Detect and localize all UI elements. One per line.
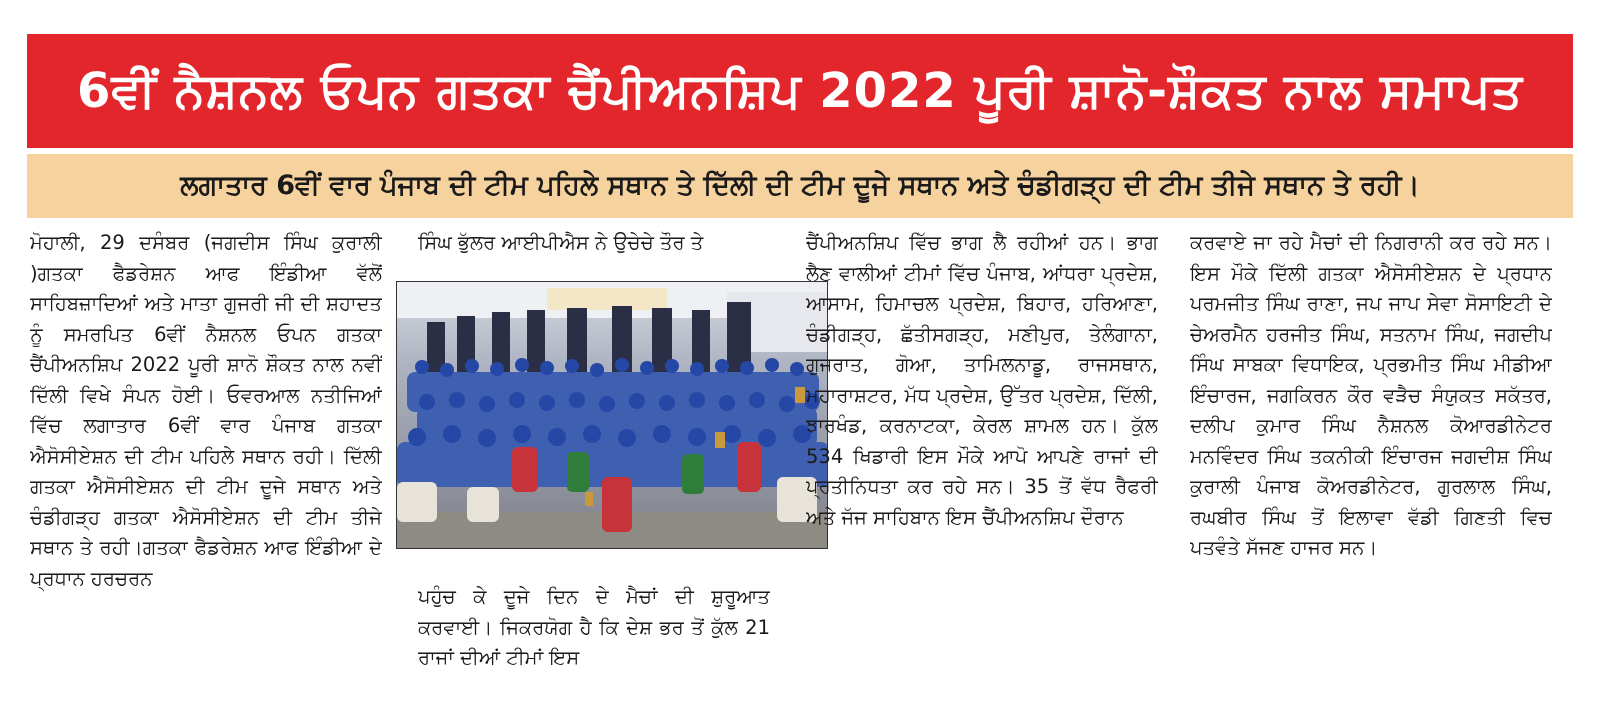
page-top-strip [0,0,1600,22]
article-column-4 [1190,228,1552,698]
article-column-3 [806,228,1158,698]
group-photo-image [397,282,828,549]
article-text-col2-bottom: ਪਹੁੰਚ ਕੇ ਦੂਜੇ ਦਿਨ ਦੇ ਮੈਚਾਂ ਦੀ ਸ਼ੁਰੂਆਤ ਕਰਵਾਈ। ਜਿਕਰਯੋਗ ਹੈ ਕਿ ਦੇਸ਼ ਭਰ ਤੋਂ ਕੁੱਲ 21 ਰਾਜਾਂ ਦੀਆਂ ਟੀਮਾਂ ਇਸ [418,585,770,669]
headline-banner [27,34,1573,148]
article-text-col3: ਚੈਂਪੀਅਨਸ਼ਿਪ ਵਿੱਚ ਭਾਗ ਲੈ ਰਹੀਆਂ ਹਨ। ਭਾਗ ਲੈਣ ਵਾਲੀਆਂ ਟੀਮਾਂ ਵਿੱਚ ਪੰਜਾਬ, ਆਂਧਰਾ ਪ੍ਰਦੇਸ਼, ਆਸਾਮ, ਹਿਮਾਚਲ ਪ੍ਰਦੇਸ਼, ਬਿਹਾਰ, ਹਰਿਆਣਾ, ਚੰਡੀਗੜ੍ਹ, ਛੱਤੀਸਗੜ੍ਹ, ਮਣੀਪੁਰ, ਤੇਲੰਗਾਨਾ, ਗੁਜਰਾਤ, ਗੋਆ, ਤਾਮਿਲਨਾਡੂ, ਰਾਜਸਥਾਨ, ਮਹਾਰਾਸ਼ਟਰ, ਮੱਧ ਪ੍ਰਦੇਸ਼, ਉੱਤਰ ਪ੍ਰਦੇਸ਼, ਦਿੱਲੀ, ਝਾਰਖੰਡ, ਕਰਨਾਟਕਾ, ਕੇਰਲ ਸ਼ਾਮਲ ਹਨ। ਕੁੱਲ 534 ਖਿਡਾਰੀ ਇਸ ਮੌਕੇ ਆਪੋ ਆਪਣੇ ਰਾਜਾਂ ਦੀ ਪ੍ਰਤੀਨਿਧਤਾ ਕਰ ਰਹੇ ਸਨ। 35 ਤੋਂ ਵੱਧ ਰੈਫਰੀ ਅਤੇ ਜੱਜ ਸਾਹਿਬਾਨ ਇਸ ਚੈਂਪੀਅਨਸ਼ਿਪ ਦੌਰਾਨ [806,231,1158,529]
article-column-1 [30,228,382,698]
news-photo [396,281,828,549]
article-column-2-bottom [418,582,770,700]
headline: 6ਵੀਂ ਨੈਸ਼ਨਲ ਓਪਨ ਗਤਕਾ ਚੈਂਪੀਅਨਸ਼ਿਪ 2022 ਪੂਰੀ ਸ਼ਾਨੋ-ਸ਼ੌਕਤ ਨਾਲ ਸਮਾਪਤ [77,62,1523,119]
article-text-col2-top: ਸਿੰਘ ਭੁੱਲਰ ਆਈਪੀਐਸ ਨੇ ਉਚੇਚੇ ਤੌਰ ਤੇ [418,231,704,254]
article-text-col1: ਮੋਹਾਲੀ, 29 ਦਸੰਬਰ (ਜਗਦੀਸ ਸਿੰਘ ਕੁਰਾਲੀ )ਗਤਕਾ ਫੈਡਰੇਸ਼ਨ ਆਫ ਇੰਡੀਆ ਵੱਲੋਂ ਸਾਹਿਬਜ਼ਾਦਿਆਂ ਅਤੇ ਮਾਤਾ ਗੁਜਰੀ ਜੀ ਦੀ ਸ਼ਹਾਦਤ ਨੂੰ ਸਮਰਪਿਤ 6ਵੀਂ ਨੈਸ਼ਨਲ ਓਪਨ ਗਤਕਾ ਚੈਂਪੀਅਨਸ਼ਿਪ 2022 ਪੂਰੀ ਸ਼ਾਨੋ ਸ਼ੌਕਤ ਨਾਲ ਨਵੀਂ ਦਿੱਲੀ ਵਿਖੇ ਸੰਪਨ ਹੋਈ। ਓਵਰਆਲ ਨਤੀਜਿਆਂ ਵਿੱਚ ਲਗਾਤਾਰ 6ਵੀਂ ਵਾਰ ਪੰਜਾਬ ਗਤਕਾ ਐਸੋਸੀਏਸ਼ਨ ਦੀ ਟੀਮ ਪਹਿਲੇ ਸਥਾਨ ਰਹੀ। ਦਿੱਲੀ ਗਤਕਾ ਐਸੋਸੀਏਸ਼ਨ ਦੀ ਟੀਮ ਦੂਜੇ ਸਥਾਨ ਅਤੇ ਚੰਡੀਗੜ੍ਹ ਗਤਕਾ ਐਸੋਸੀਏਸ਼ਨ ਦੀ ਟੀਮ ਤੀਜੇ ਸਥਾਨ ਤੇ ਰਹੀ।ਗਤਕਾ ਫੈਡਰੇਸ਼ਨ ਆਫ ਇੰਡੀਆ ਦੇ ਪ੍ਰਧਾਨ ਹਰਚਰਨ [30,231,382,590]
article-column-2-top [418,228,770,268]
subheadline: ਲਗਾਤਾਰ 6ਵੀਂ ਵਾਰ ਪੰਜਾਬ ਦੀ ਟੀਮ ਪਹਿਲੇ ਸਥਾਨ ਤੇ ਦਿੱਲੀ ਦੀ ਟੀਮ ਦੂਜੇ ਸਥਾਨ ਅਤੇ ਚੰਡੀਗੜ੍ਹ ਦੀ ਟੀਮ ਤੀਜੇ ਸਥਾਨ ਤੇ ਰਹੀ। [180,170,1420,201]
subheadline-banner [27,154,1573,218]
article-text-col4: ਕਰਵਾਏ ਜਾ ਰਹੇ ਮੈਚਾਂ ਦੀ ਨਿਗਰਾਨੀ ਕਰ ਰਹੇ ਸਨ। ਇਸ ਮੌਕੇ ਦਿੱਲੀ ਗਤਕਾ ਐਸੋਸੀਏਸ਼ਨ ਦੇ ਪ੍ਰਧਾਨ ਪਰਮਜੀਤ ਸਿੰਘ ਰਾਣਾ, ਜਪ ਜਾਪ ਸੇਵਾ ਸੋਸਾਇਟੀ ਦੇ ਚੇਅਰਮੈਨ ਹਰਜੀਤ ਸਿੰਘ, ਸਤਨਾਮ ਸਿੰਘ, ਜਗਦੀਪ ਸਿੰਘ ਸਾਬਕਾ ਵਿਧਾਇਕ, ਪ੍ਰਭਮੀਤ ਸਿੰਘ ਮੀਡੀਆ ਇੰਚਾਰਜ, ਜਗਕਿਰਨ ਕੌਰ ਵੜੈਚ ਸੰਯੁਕਤ ਸਕੱਤਰ, ਦਲੀਪ ਕੁਮਾਰ ਸਿੰਘ ਨੈਸ਼ਨਲ ਕੋਆਰਡੀਨੇਟਰ ਮਨਵਿੰਦਰ ਸਿੰਘ ਤਕਨੀਕੀ ਇੰਚਾਰਜ ਜਗਦੀਸ਼ ਸਿੰਘ ਕੁਰਾਲੀ ਪੰਜਾਬ ਕੋਅਰਡੀਨੇਟਰ, ਗੁਰਲਾਲ ਸਿੰਘ, ਰਘਬੀਰ ਸਿੰਘ ਤੋਂ ਇਲਾਵਾ ਵੱਡੀ ਗਿਣਤੀ ਵਿਚ ਪਤਵੰਤੇ ਸੱਜਣ ਹਾਜਰ ਸਨ। [1190,231,1552,559]
